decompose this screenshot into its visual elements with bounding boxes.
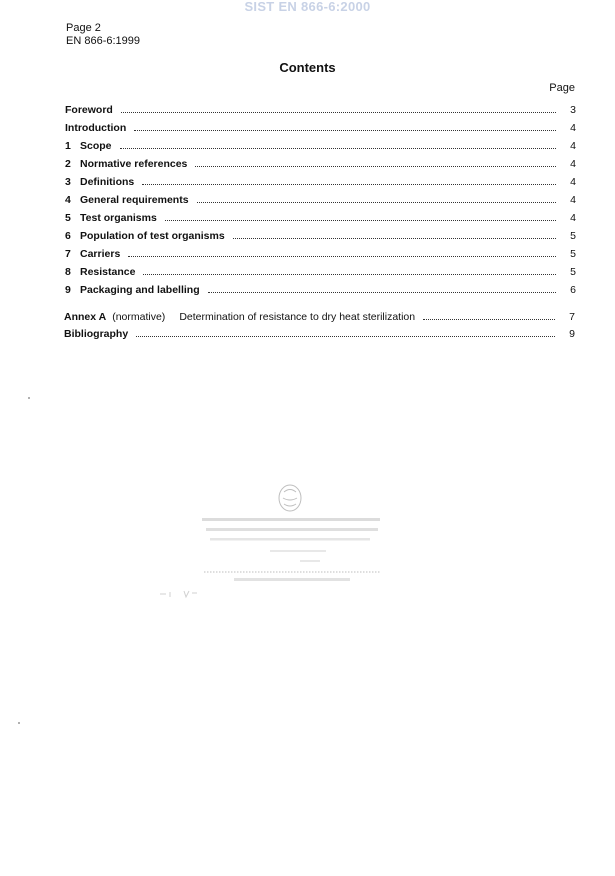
- watermark-header: SIST EN 866-6:2000: [244, 0, 371, 14]
- toc-entry-title: Introduction: [65, 122, 127, 134]
- toc-entry-page: 4: [570, 122, 576, 134]
- toc-entry-carriers[interactable]: [65, 246, 576, 260]
- leader-dots: [134, 130, 556, 131]
- toc-entry-number: 5: [65, 212, 71, 224]
- toc-entry-foreword[interactable]: [65, 102, 576, 116]
- toc-entry-page: 5: [570, 266, 576, 278]
- toc-entry-title: Foreword: [65, 104, 113, 116]
- leader-dots: [121, 112, 556, 113]
- page-column-header: Page: [549, 82, 575, 94]
- toc-entry-definitions[interactable]: [65, 174, 576, 188]
- contents-heading: Contents: [279, 60, 336, 75]
- leader-dots: [233, 238, 556, 239]
- toc-entry-title: Carriers: [80, 248, 121, 260]
- faint-mark: [158, 586, 202, 605]
- toc-entry-test-organisms[interactable]: [65, 210, 576, 224]
- annex-label: Annex A: [64, 311, 107, 323]
- leader-dots: [128, 256, 556, 257]
- leader-dots: [208, 292, 556, 293]
- toc-entry-general-requirements[interactable]: [65, 192, 576, 206]
- toc-entry-resistance[interactable]: [65, 264, 576, 278]
- toc-entry-number: 3: [65, 176, 71, 188]
- toc-entry-page: 4: [570, 176, 576, 188]
- toc-entry-number: 9: [65, 284, 71, 296]
- toc-entry-title: Resistance: [80, 266, 136, 278]
- scan-speck: [18, 722, 20, 724]
- leader-dots: [120, 148, 556, 149]
- toc-entry-number: 1: [65, 140, 71, 152]
- leader-dots: [197, 202, 556, 203]
- page-number: Page 2: [66, 22, 101, 34]
- toc-entry-page: 4: [570, 212, 576, 224]
- toc-entry-title: Definitions: [80, 176, 135, 188]
- scan-speck: [28, 397, 30, 399]
- toc-entry-page: 4: [570, 140, 576, 152]
- toc-entry-bibliography[interactable]: [64, 326, 575, 340]
- toc-entry-annex-a[interactable]: [64, 309, 575, 323]
- toc-entry-introduction[interactable]: [65, 120, 576, 134]
- leader-dots: [165, 220, 556, 221]
- toc-entry-page: 9: [569, 328, 575, 340]
- toc-entry-page: 7: [569, 311, 575, 323]
- toc-entry-title: Bibliography: [64, 328, 129, 340]
- toc-entry-title: Scope: [80, 140, 112, 152]
- toc-entry-number: 2: [65, 158, 71, 170]
- toc-entry-page: 5: [570, 248, 576, 260]
- toc-entry-page: 5: [570, 230, 576, 242]
- annex-title: Determination of resistance to dry heat sterilization: [179, 311, 416, 323]
- annex-type: (normative): [112, 311, 166, 323]
- toc-entry-page: 6: [570, 284, 576, 296]
- toc-entry-number: 4: [65, 194, 71, 206]
- toc-entry-title: General requirements: [80, 194, 189, 206]
- toc-entry-title: Packaging and labelling: [80, 284, 200, 296]
- leader-dots: [143, 274, 556, 275]
- toc-entry-packaging[interactable]: [65, 282, 576, 296]
- toc-entry-page: 4: [570, 194, 576, 206]
- leader-dots: [423, 319, 555, 320]
- toc-entry-title: Population of test organisms: [80, 230, 225, 242]
- toc-entry-title: Test organisms: [80, 212, 157, 224]
- toc-entry-scope[interactable]: [65, 138, 576, 152]
- toc-entry-population[interactable]: [65, 228, 576, 242]
- toc-entry-number: 7: [65, 248, 71, 260]
- leader-dots: [136, 336, 555, 337]
- toc-entry-page: 3: [570, 104, 576, 116]
- toc-entry-normative-references[interactable]: [65, 156, 576, 170]
- toc-entry-title: Normative references: [80, 158, 188, 170]
- toc-entry-number: 8: [65, 266, 71, 278]
- document-reference: EN 866-6:1999: [66, 35, 140, 47]
- official-seal-icon: [200, 482, 385, 592]
- toc-entry-page: 4: [570, 158, 576, 170]
- leader-dots: [142, 184, 556, 185]
- toc-entry-number: 6: [65, 230, 71, 242]
- leader-dots: [195, 166, 556, 167]
